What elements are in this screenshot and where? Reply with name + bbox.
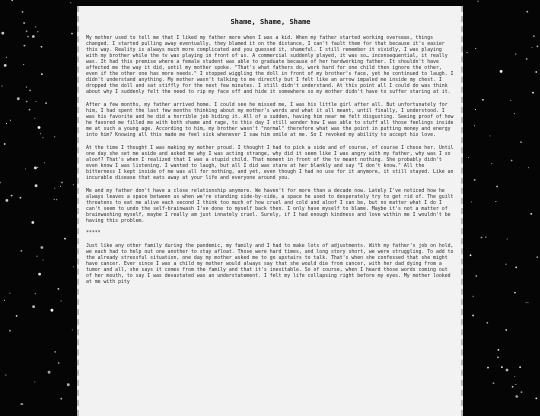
story-paragraph-4: Me and my father don't have a close relationship anymore. We haven't for more than a decade now. Lately I've noticed how he always leaves a space between us when we're standing side-by-side, a space he used to desperately try to get rid of. The guilt threatens to eat me alive each second I think too much of how cruel and cold and aloof I can be, but no matter what I do I can't seem to undo the self-brainwash I've done to myself back then. I only have myself to blame. Maybe it's not a matter of brainwashing myself, maybe I really am just innately cruel. Surely, if I had enough kindness and love within me I wouldn't be having this problem. [86, 187, 454, 224]
star [9, 330, 11, 332]
star [468, 157, 469, 158]
star [11, 0, 13, 1]
star [505, 329, 507, 331]
star [496, 186, 498, 188]
star [35, 293, 36, 294]
star [23, 22, 25, 24]
star [515, 54, 516, 55]
star [532, 92, 534, 94]
star [37, 256, 38, 257]
star [35, 184, 38, 187]
section-divider: ***** [86, 230, 101, 237]
star [23, 64, 24, 65]
star [526, 11, 528, 13]
star [31, 221, 34, 224]
star [41, 73, 43, 75]
star [515, 267, 517, 269]
star [489, 135, 490, 136]
star [500, 70, 503, 73]
star [72, 329, 73, 330]
star [481, 237, 483, 239]
star [6, 123, 7, 124]
star [58, 362, 60, 364]
star [477, 1, 478, 2]
star [493, 382, 495, 384]
star [38, 273, 41, 276]
star [27, 36, 29, 38]
star [467, 52, 468, 53]
star [472, 315, 474, 317]
star [54, 188, 55, 189]
star [471, 201, 472, 202]
star [61, 182, 63, 184]
star [37, 167, 38, 168]
star [519, 366, 521, 368]
star [17, 97, 20, 100]
star [37, 31, 38, 32]
star [473, 296, 474, 297]
star [485, 237, 486, 238]
star [48, 371, 51, 374]
star [26, 101, 28, 103]
star [20, 197, 22, 199]
star [73, 266, 74, 267]
star [507, 239, 508, 240]
star [520, 141, 522, 143]
star [521, 391, 523, 393]
story-paragraph-3: At the time I thought I was making my mother proud. I thought I had to pick a side and of course, of course I chose her. Until one day she set me aside and asked me why I was acting strange, why did it seem like I was angry with my father, why was I so aloof? That's when I realized that I was a stupid child. That moment in front of the tv meant nothing. She probably didn't even know I was listening. I wanted to laugh, but all I did was stare at her blankly and say "I don't know." All the bitterness I kept inside of me was all for nothing, and yet, even though I had no use for it anymore, it still stayed. Like an incurable disease that eats away at your life and everyone around you. [86, 144, 454, 181]
star [475, 48, 476, 49]
star [54, 136, 55, 137]
star [0, 182, 1, 184]
story-paragraph-2: After a few months, my father arrived home. I could see he missed me, I was his little girl after all. But unfortunately for him, I had spent the last few months thinking about my mother's words and what it all meant, until finally, I understood. I was his favorite and he did a horrible job hiding it. All of a sudden, having him near me felt disgusting. Seeing proof of how he favored me filled me with both shame and rage, to this day I still wonder how I was able to stuff all those feelings inside me at such a young age. According to him, my brother wasn't "normal" therefore what was the point in putting money and energy into him? Knowing all this made me feel sick whenever I saw him smile at me. So I revoked my ability to accept his love. [86, 101, 454, 139]
star [42, 137, 43, 138]
star [475, 275, 477, 277]
star [6, 199, 9, 202]
star [531, 47, 532, 48]
star [22, 11, 24, 13]
star [498, 349, 500, 351]
star [9, 293, 10, 294]
story-paragraph-1: My mother used to tell me that I liked my father more when I was a kid. When my father started working overseas, things changed. I started pulling away eventually, they blamed it on the distance, I can't fault them for that because it's easier this way. Reality is always much more complicated and you guessed it, shameful. I still remember it vividly, I was playing with my brother while the tv was playing in front of us. A commercial suddenly played, it was so… inconsequential, it really was. It had this premise where a female student was able to graduate because of her hardworking father. It shouldn't have affected me the way it did, until my mother spoke. "That's what fathers do, work hard for one child then ignore the other, even if the other one has more needs." I stopped wiggling the doll in front of my brother's face, yet he continued to laugh. I didn't understand anything. My mother wasn't talking to me directly but I felt like an arrow impaled me inside my chest. I dropped the doll and sat stiffly for the next few minutes. I still didn't understand. At this point all I could do was think about why I suddenly felt the need to rip my face off and hide it somewhere so my mother didn't have to suffer staring at it. [86, 35, 454, 96]
star [35, 26, 36, 27]
star [67, 383, 70, 386]
star [536, 256, 538, 258]
star [45, 102, 47, 104]
star [35, 101, 36, 102]
star [71, 33, 73, 35]
star [73, 184, 74, 185]
star [530, 213, 532, 215]
star [54, 351, 56, 353]
star [527, 302, 528, 303]
star [21, 250, 23, 252]
star [495, 201, 496, 202]
star [475, 109, 476, 110]
star [537, 46, 539, 48]
star [29, 90, 31, 92]
star [491, 163, 492, 164]
star [38, 126, 41, 129]
star [535, 71, 537, 73]
star [510, 100, 511, 101]
star [487, 367, 489, 369]
star [64, 238, 66, 240]
star [1, 32, 4, 35]
star [56, 199, 57, 200]
star [34, 167, 37, 170]
star [34, 118, 35, 119]
star [32, 305, 35, 308]
star [474, 125, 475, 126]
star [470, 254, 472, 256]
star [10, 120, 11, 121]
star [474, 179, 476, 181]
star [51, 309, 54, 312]
star [514, 292, 516, 294]
star [5, 375, 6, 376]
star [4, 300, 5, 301]
star [60, 398, 62, 400]
star [40, 133, 41, 134]
star [54, 199, 55, 200]
star [1, 86, 2, 87]
star [497, 357, 499, 359]
star [535, 398, 537, 400]
story-paragraph-5: Just like any other family during the pandemic, my family and I had to make lots of adjustments. With my father's job on hold, we each had to help out one another to stay afloat. Those were hard times, and long story short, we were struggling. To add to the already stressful situation, one day my mother asked me to go upstairs to talk. That's when she confessed that she might have cancer. Ever since I was a child my mother would always say that she would die from cancer, with her dad dying from a tumor and all, she says it comes from the family and that it's inevitable. So of course, when I heard those words coming out of her mouth, to say I was devastated was an understatement. I felt my life collapsing right before my eyes. My mother looked at me with pity [86, 242, 454, 286]
story-panel [77, 6, 463, 416]
star [29, 109, 31, 111]
star [32, 35, 35, 38]
star [16, 315, 18, 317]
star [514, 376, 515, 377]
star [41, 246, 44, 249]
star [34, 381, 35, 382]
star [44, 162, 45, 163]
star [506, 369, 509, 372]
star [505, 264, 506, 265]
story-title: Shame, Shame, Shame [230, 18, 311, 26]
star [11, 195, 13, 197]
star [526, 58, 528, 60]
star [6, 57, 7, 58]
star [24, 45, 26, 47]
star [533, 35, 535, 37]
star [501, 366, 503, 368]
star [42, 259, 43, 260]
star [482, 99, 484, 101]
star [61, 300, 62, 301]
star [26, 87, 27, 88]
star [486, 322, 488, 324]
star [511, 160, 513, 162]
star [26, 30, 28, 32]
star [58, 288, 60, 290]
star [4, 64, 7, 67]
star [25, 168, 26, 169]
star [526, 302, 527, 303]
star [515, 395, 518, 398]
star [70, 2, 71, 3]
star [41, 46, 43, 48]
star [515, 384, 516, 385]
star [60, 186, 61, 187]
star [528, 167, 529, 168]
star [514, 113, 515, 114]
star [4, 143, 6, 145]
star [512, 386, 514, 388]
